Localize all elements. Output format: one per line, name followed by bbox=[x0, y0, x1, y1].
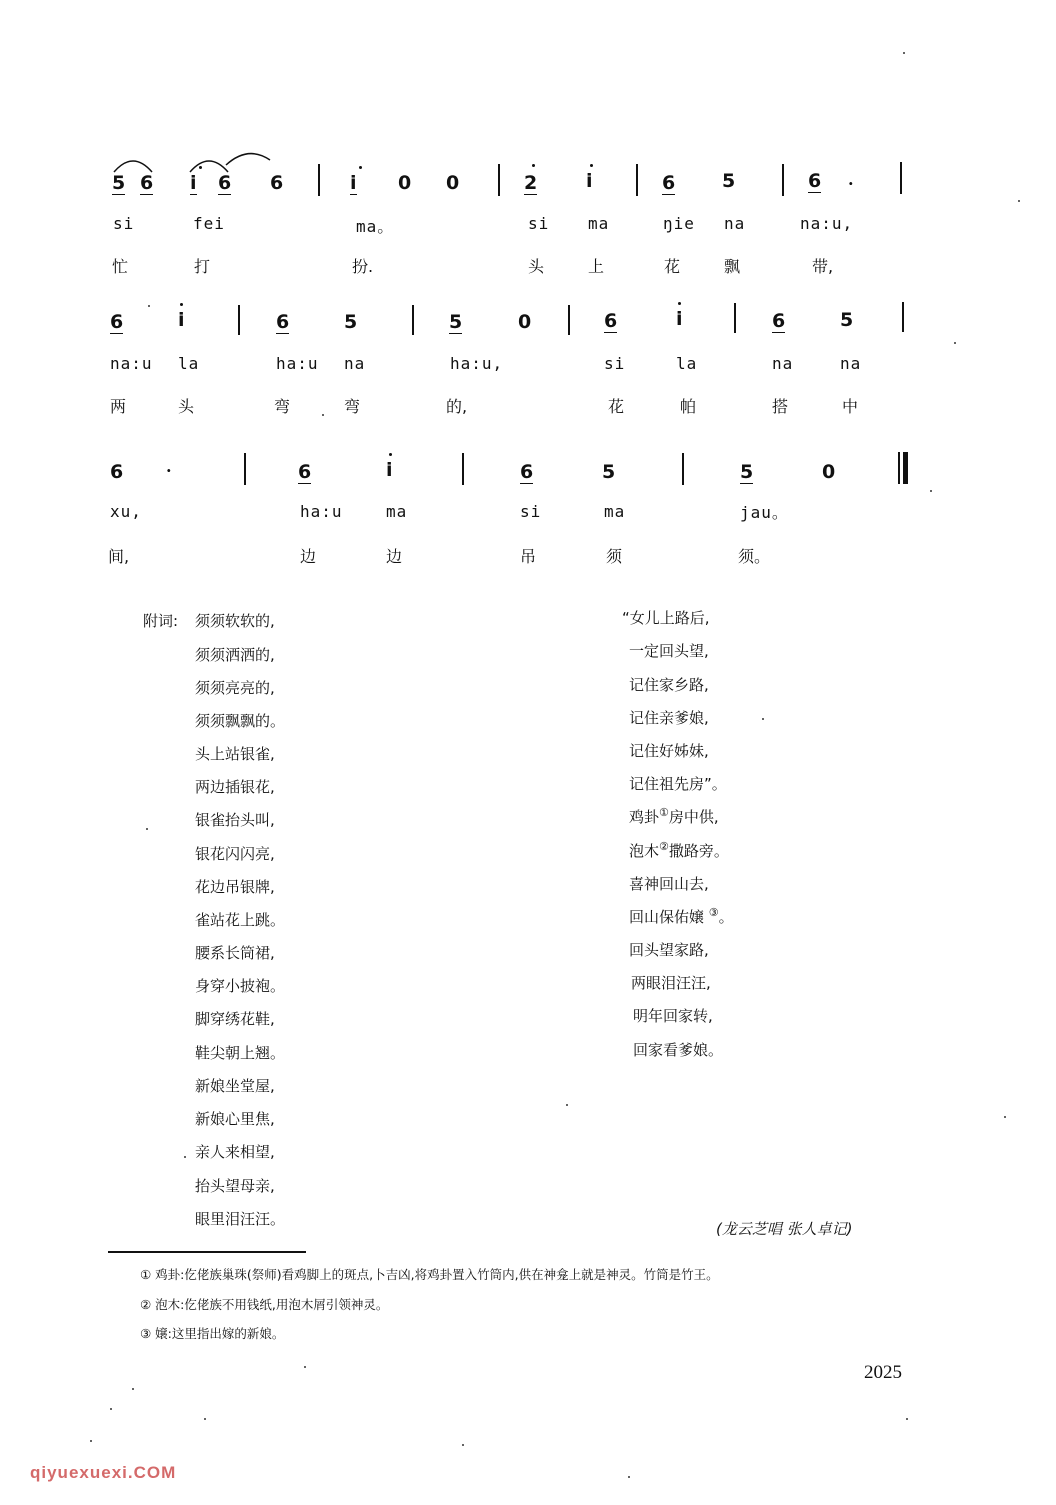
note: 0 bbox=[822, 461, 836, 483]
lyric-syllable: na:u bbox=[110, 354, 153, 373]
note: 6 bbox=[662, 172, 676, 194]
note: 0 bbox=[446, 172, 460, 194]
lyric-syllable: si bbox=[113, 214, 135, 233]
lyric-chinese: 两 bbox=[110, 397, 127, 416]
lyric-line: 新娘心里焦, bbox=[195, 1110, 275, 1128]
lyric-text: 鸡卦 bbox=[629, 808, 660, 826]
scan-speck bbox=[146, 828, 148, 830]
lyric-line: 花边吊银牌, bbox=[195, 878, 275, 896]
lyric-chinese: 的, bbox=[446, 397, 468, 416]
lyric-line: 亲人来相望, bbox=[195, 1143, 275, 1161]
note: 2 bbox=[524, 172, 538, 194]
bar-line bbox=[238, 305, 240, 335]
scan-speck bbox=[204, 1418, 206, 1420]
footnote-mark: ① bbox=[659, 806, 669, 819]
lyric-line: 两边插银花, bbox=[195, 778, 275, 796]
footnote: ③ 嬢:这里指出嫁的新娘。 bbox=[140, 1326, 285, 1341]
lyric-syllable: ma bbox=[386, 502, 408, 521]
lyric-line: 须须亮亮的, bbox=[195, 679, 275, 697]
note: 5 bbox=[602, 461, 616, 483]
lyric-line: 须须飘飘的。 bbox=[195, 712, 286, 730]
final-bar-thick bbox=[903, 452, 908, 484]
lyric-line: 回家看爹娘。 bbox=[633, 1041, 724, 1059]
bar-line bbox=[318, 164, 320, 196]
scan-speck bbox=[1018, 200, 1020, 202]
lyric-line: 回头望家路, bbox=[629, 941, 709, 959]
note: 6 bbox=[110, 311, 124, 333]
lyric-chinese: 花 bbox=[608, 397, 625, 416]
lyric-syllable: xu, bbox=[110, 502, 142, 521]
scan-speck bbox=[906, 1418, 908, 1420]
slur bbox=[0, 0, 1, 1]
lyric-line: 新娘坐堂屋, bbox=[195, 1077, 275, 1095]
high-dot bbox=[199, 166, 202, 169]
page-number: 2025 bbox=[864, 1362, 902, 1383]
lyric-chinese: 打 bbox=[194, 257, 211, 276]
lyric-chinese: 须 bbox=[606, 547, 623, 566]
lyric-syllable: ha:u, bbox=[450, 354, 504, 373]
bar-line bbox=[902, 302, 904, 332]
lyric-syllable: ma bbox=[588, 214, 610, 233]
lyric-line: 脚穿绣花鞋, bbox=[195, 1010, 275, 1028]
lyric-syllable: na:u, bbox=[800, 214, 854, 233]
scan-speck bbox=[903, 52, 905, 54]
lyric-syllable: ha:u bbox=[276, 354, 319, 373]
scan-speck bbox=[1004, 1116, 1006, 1118]
lyric-line: 雀站花上跳。 bbox=[195, 911, 286, 929]
lyric-chinese: 间, bbox=[108, 547, 130, 566]
note: 6 bbox=[604, 310, 618, 332]
lyric-text: 。 bbox=[718, 908, 734, 926]
lyric-line: 银花闪闪亮, bbox=[195, 845, 275, 863]
note: 6 bbox=[772, 310, 786, 332]
lyric-chinese: 扮. bbox=[352, 257, 374, 276]
scan-speck bbox=[304, 1366, 306, 1368]
lyric-line bbox=[629, 906, 734, 927]
lyric-chinese: 须。 bbox=[738, 547, 771, 566]
lyric-chinese: 忙 bbox=[112, 257, 129, 276]
note: 6 bbox=[298, 461, 312, 483]
note: i bbox=[586, 170, 593, 192]
note: 5 bbox=[722, 170, 736, 192]
footnote: ① 鸡卦:仡佬族巢珠(祭师)看鸡脚上的斑点,卜吉凶,将鸡卦置入竹筒内,供在神龛上就是神灵。竹筒是竹王。 bbox=[140, 1267, 719, 1282]
footnote-mark: ② bbox=[659, 840, 669, 853]
note: i bbox=[676, 308, 683, 330]
lyric-chinese: 中 bbox=[842, 397, 859, 416]
note: 0 bbox=[398, 172, 412, 194]
lyric-chinese: 飘 bbox=[724, 257, 741, 276]
note: i bbox=[190, 172, 197, 194]
lyric-chinese: 边 bbox=[300, 547, 317, 566]
lyric-syllable: si bbox=[528, 214, 550, 233]
bar-line bbox=[900, 162, 902, 194]
high-dot bbox=[590, 164, 593, 167]
lyric-chinese: 帕 bbox=[680, 397, 697, 416]
lyric-line: 喜神回山去, bbox=[629, 875, 709, 893]
lyric-syllable: fei bbox=[193, 214, 225, 233]
lyric-text: 泡木 bbox=[629, 842, 660, 860]
bar-line bbox=[682, 453, 684, 485]
lyric-line: 记住亲爹娘, bbox=[629, 709, 709, 727]
lyric-chinese: 吊 bbox=[520, 547, 537, 566]
lyric-line: 腰系长筒裙, bbox=[195, 944, 275, 962]
lyric-line bbox=[629, 806, 719, 827]
lyric-text: 撒路旁。 bbox=[668, 842, 729, 860]
lyric-line: 头上站银雀, bbox=[195, 745, 275, 763]
lyric-syllable: ma bbox=[604, 502, 626, 521]
high-dot bbox=[389, 453, 392, 456]
note: . bbox=[848, 170, 854, 189]
lyric-syllable: ma。 bbox=[356, 217, 395, 236]
bar-line bbox=[498, 164, 500, 196]
lyric-syllable: na bbox=[344, 354, 366, 373]
bar-line bbox=[412, 305, 414, 335]
note: 5 bbox=[449, 311, 463, 333]
lyric-line: 银雀抬头叫, bbox=[195, 811, 275, 829]
note: i bbox=[178, 309, 185, 331]
note: 6 bbox=[140, 172, 154, 194]
footnote: ② 泡木:仡佬族不用钱纸,用泡木屑引领神灵。 bbox=[140, 1297, 389, 1312]
lyric-chinese: 带, bbox=[812, 257, 834, 276]
footnote-mark: ③ bbox=[708, 906, 719, 919]
scan-speck bbox=[184, 1156, 186, 1158]
lyric-chinese: 弯 bbox=[274, 397, 291, 416]
note: 6 bbox=[808, 170, 822, 192]
lyric-line: 抬头望母亲, bbox=[195, 1177, 275, 1195]
lyric-line: 须须洒洒的, bbox=[195, 646, 275, 664]
lyric-chinese: 弯 bbox=[344, 397, 361, 416]
scan-speck bbox=[322, 414, 324, 416]
lyric-syllable: si bbox=[520, 502, 542, 521]
watermark: qiyuexuexi.COM bbox=[30, 1463, 177, 1482]
high-dot bbox=[180, 303, 183, 306]
lyric-chinese: 头 bbox=[528, 257, 545, 276]
note: 5 bbox=[344, 311, 358, 333]
bar-line bbox=[636, 164, 638, 196]
lyric-chinese: 上 bbox=[588, 257, 605, 276]
lyric-text: 回山保佑嬢 bbox=[629, 908, 705, 926]
note: 6 bbox=[218, 172, 232, 194]
lyric-line: 明年回家转, bbox=[633, 1007, 713, 1025]
bar-line bbox=[734, 303, 736, 333]
lyric-chinese: 头 bbox=[178, 397, 195, 416]
note: · bbox=[166, 461, 172, 480]
high-dot bbox=[678, 302, 681, 305]
note: 6 bbox=[276, 311, 290, 333]
scan-speck bbox=[462, 1444, 464, 1446]
high-dot bbox=[532, 164, 535, 167]
lyric-chinese: 搭 bbox=[772, 397, 789, 416]
note: i bbox=[386, 459, 393, 481]
note: 6 bbox=[110, 461, 124, 483]
lyric-syllable: na bbox=[840, 354, 862, 373]
scan-speck bbox=[930, 490, 932, 492]
lyric-line: 身穿小披袍。 bbox=[195, 977, 286, 995]
scan-speck bbox=[628, 1476, 630, 1478]
scan-speck bbox=[90, 1440, 92, 1442]
appendix-label: 附词: bbox=[143, 612, 179, 630]
scan-speck bbox=[148, 305, 150, 307]
lyric-line bbox=[629, 840, 729, 861]
lyric-syllable: ha:u bbox=[300, 502, 343, 521]
lyric-syllable: la bbox=[178, 354, 200, 373]
bar-line bbox=[462, 453, 464, 485]
lyric-line: 两眼泪汪汪, bbox=[631, 974, 711, 992]
note: 6 bbox=[270, 172, 284, 194]
credit: (龙云芝唱 张人卓记) bbox=[716, 1220, 853, 1238]
footnote-rule bbox=[108, 1251, 306, 1253]
lyric-chinese: 花 bbox=[664, 257, 681, 276]
bar-line bbox=[568, 305, 570, 335]
scan-speck bbox=[132, 1388, 134, 1390]
lyric-syllable: na bbox=[724, 214, 746, 233]
lyric-text: 房中供, bbox=[668, 808, 719, 826]
scan-speck bbox=[566, 1104, 568, 1106]
lyric-syllable: ŋie bbox=[663, 214, 695, 233]
bar-line bbox=[782, 164, 784, 196]
note: i bbox=[350, 172, 357, 194]
lyric-line: “女儿上路后, bbox=[622, 609, 710, 627]
lyric-line: 记住家乡路, bbox=[629, 676, 709, 694]
note: 5 bbox=[740, 461, 754, 483]
lyric-line: 须须软软的, bbox=[195, 612, 275, 630]
note: 0 bbox=[518, 311, 532, 333]
lyric-line: 眼里泪汪汪。 bbox=[195, 1210, 286, 1228]
lyric-chinese: 边 bbox=[386, 547, 403, 566]
note: 5 bbox=[112, 172, 126, 194]
note: 5 bbox=[840, 309, 854, 331]
bar-line bbox=[244, 453, 246, 485]
note: 6 bbox=[520, 461, 534, 483]
lyric-line: 鞋尖朝上翘。 bbox=[195, 1044, 286, 1062]
lyric-syllable: na bbox=[772, 354, 794, 373]
lyric-line: 记住祖先房”。 bbox=[629, 775, 727, 793]
lyric-line: 一定回头望, bbox=[629, 642, 709, 660]
lyric-syllable: si bbox=[604, 354, 626, 373]
lyric-line: 记住好姊妹, bbox=[629, 742, 709, 760]
scan-speck bbox=[110, 1408, 112, 1410]
high-dot bbox=[359, 166, 362, 169]
lyric-syllable: jau。 bbox=[740, 503, 789, 522]
lyric-syllable: la bbox=[676, 354, 698, 373]
scan-speck bbox=[762, 718, 764, 720]
scan-speck bbox=[954, 342, 956, 344]
final-bar-thin bbox=[898, 452, 900, 484]
